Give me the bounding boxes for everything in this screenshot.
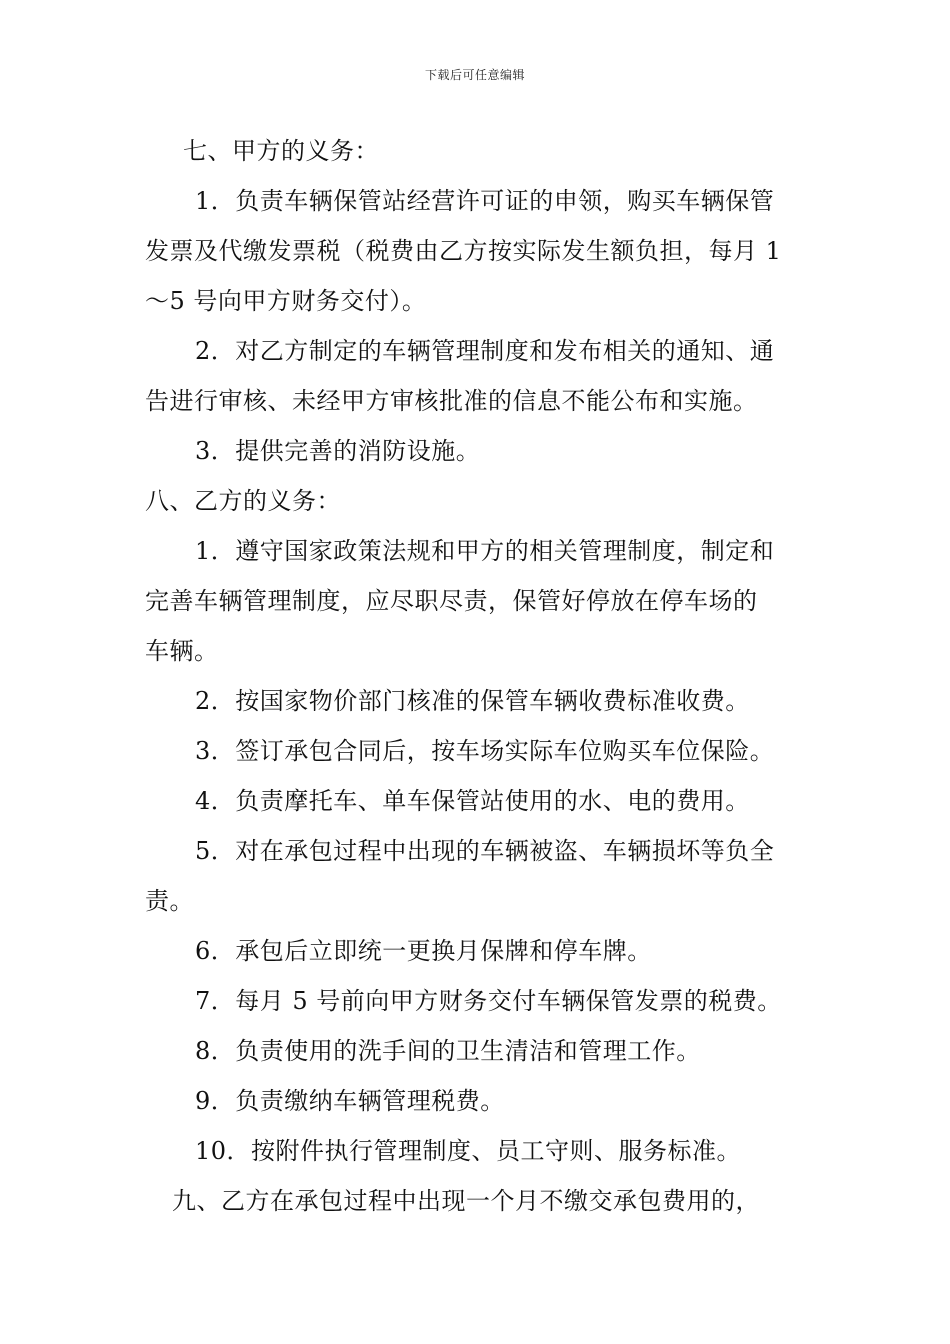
paragraph-line: 6．承包后立即统一更换月保牌和停车牌。: [195, 937, 652, 965]
section-heading: 七、甲方的义务：: [183, 137, 379, 165]
paragraph-line: 8．负责使用的洗手间的卫生清洁和管理工作。: [195, 1037, 701, 1065]
paragraph-line: ～5 号向甲方财务交付）。: [145, 287, 427, 315]
paragraph-line: 5．对在承包过程中出现的车辆被盗、车辆损坏等负全: [195, 837, 775, 865]
paragraph-line: 车辆。: [145, 637, 219, 665]
paragraph-line: 9．负责缴纳车辆管理税费。: [195, 1087, 505, 1115]
paragraph-line: 4．负责摩托车、单车保管站使用的水、电的费用。: [195, 787, 750, 815]
paragraph-line: 1．遵守国家政策法规和甲方的相关管理制度，制定和: [195, 537, 775, 565]
paragraph-line: 2．按国家物价部门核准的保管车辆收费标准收费。: [195, 687, 750, 715]
paragraph-line: 3．签订承包合同后，按车场实际车位购买车位保险。: [195, 737, 775, 765]
paragraph-line: 7．每月 5 号前向甲方财务交付车辆保管发票的税费。: [195, 987, 782, 1015]
paragraph-line: 10．按附件执行管理制度、员工守则、服务标准。: [195, 1137, 742, 1165]
paragraph-line: 3．提供完善的消防设施。: [195, 437, 481, 465]
page-header: 下载后可任意编辑: [424, 68, 525, 82]
document-body: [145, 126, 805, 1226]
paragraph-line: 发票及代缴发票税（税费由乙方按实际发生额负担，每月 1: [145, 237, 782, 265]
paragraph-line: 1．负责车辆保管站经营许可证的申领，购买车辆保管: [195, 187, 775, 215]
paragraph-line: 责。: [145, 887, 194, 915]
paragraph-line: 告进行审核、未经甲方审核批准的信息不能公布和实施。: [145, 387, 758, 415]
section-heading: 八、乙方的义务：: [145, 487, 341, 515]
section-heading: 九、乙方在承包过程中出现一个月不缴交承包费用的，: [172, 1187, 760, 1215]
paragraph-line: 完善车辆管理制度，应尽职尽责，保管好停放在停车场的: [145, 587, 758, 615]
paragraph-line: 2．对乙方制定的车辆管理制度和发布相关的通知、通: [195, 337, 775, 365]
